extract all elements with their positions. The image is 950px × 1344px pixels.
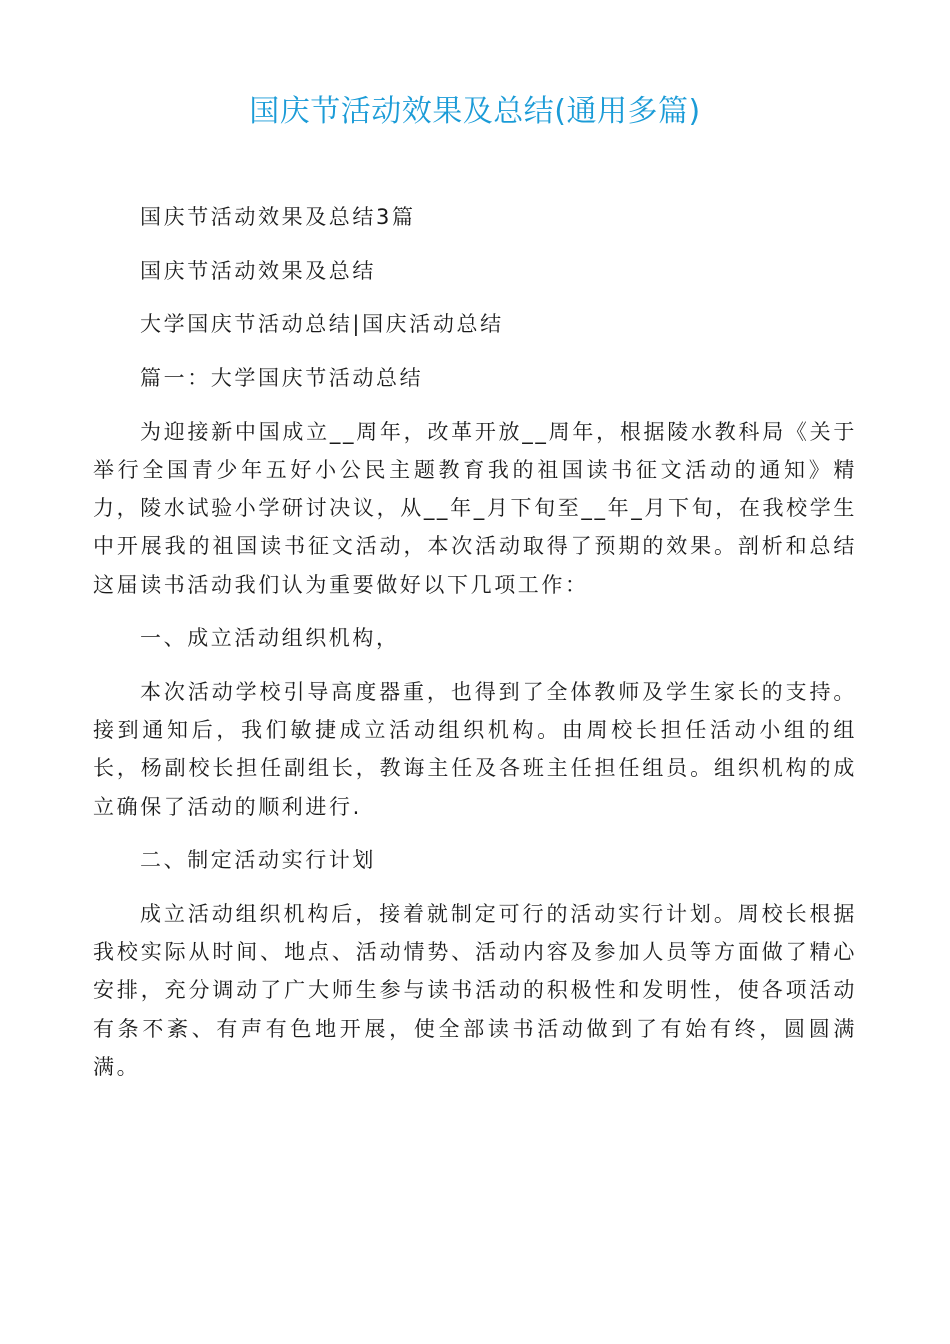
document-title: 国庆节活动效果及总结(通用多篇) (249, 94, 701, 129)
paragraph: 本次活动学校引导高度器重，也得到了全体教师及学生家长的支持。接到通知后，我们敏捷成立活动组织机构。由周校长担任活动小组的组长，杨副校长担任副组长，教诲主任及各班主任担任组员。组织机构的成立确保了活动的顺利进行. (93, 680, 857, 819)
paragraph: 国庆节活动效果及总结 (140, 258, 376, 283)
paragraph: 成立活动组织机构后，接着就制定可行的活动实行计划。周校长根据我校实际从时间、地点、活动情势、活动内容及参加人员等方面做了精心安排，充分调动了广大师生参与读书活动的积极性和发明性，使各项活动有条不紊、有声有色地开展，使全部读书活动做到了有始有终，圆圆满满。 (93, 902, 857, 1079)
paragraph: 篇一：大学国庆节活动总结 (140, 366, 424, 391)
document-body (93, 198, 857, 1086)
paragraph: 为迎接新中国成立__周年，改革开放__周年，根据陵水教科局《关于举行全国青少年五好小公民主题教育我的祖国读书征文活动的通知》精力，陵水试验小学研讨决议，从__年_月下旬至__年_月下旬，在我校学生中开展我的祖国读书征文活动，本次活动取得了预期的效果。剖析和总结这届读书活动我们认为重要做好以下几项工作： (93, 419, 857, 597)
paragraph: 二、制定活动实行计划 (140, 848, 376, 873)
paragraph: 一、成立活动组织机构， (140, 626, 400, 651)
paragraph: 国庆节活动效果及总结3篇 (140, 205, 416, 229)
paragraph: 大学国庆节活动总结|国庆活动总结 (140, 312, 504, 337)
